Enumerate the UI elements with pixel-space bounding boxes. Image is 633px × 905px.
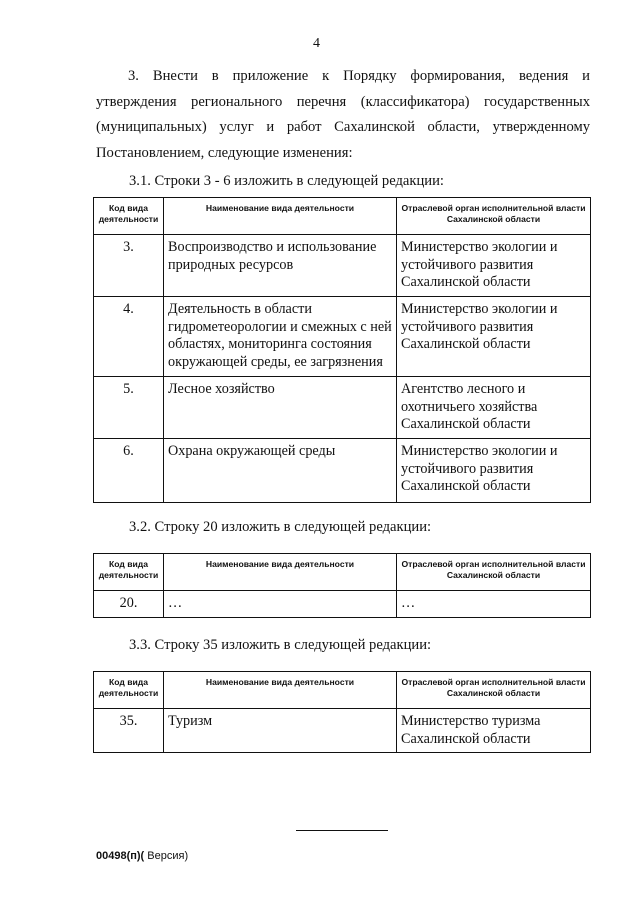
row-code: 35. (94, 709, 164, 753)
section-title-3-1: 3.1. Строки 3 - 6 изложить в следующей редакции: (129, 173, 444, 189)
row-authority: Министерство экологии и устойчивого развития Сахалинской области (397, 439, 591, 503)
table-section-3-2 (93, 553, 591, 618)
table-section-3-3 (93, 671, 591, 753)
row-code: 5. (94, 377, 164, 439)
header-name: Наименование вида деятельности (164, 198, 397, 235)
signature-divider (296, 830, 388, 831)
header-code: Код вида деятельности (94, 554, 164, 591)
table-row (94, 439, 591, 503)
row-name: Лесное хозяйство (164, 377, 397, 439)
table-row (94, 235, 591, 297)
row-name: … (164, 591, 397, 618)
header-name: Наименование вида деятельности (164, 672, 397, 709)
row-name: Туризм (164, 709, 397, 753)
row-authority: Министерство экологии и устойчивого развития Сахалинской области (397, 235, 591, 297)
header-code: Код вида деятельности (94, 672, 164, 709)
table-row (94, 297, 591, 377)
page-number: 4 (313, 36, 320, 51)
table-row (94, 377, 591, 439)
row-authority: Министерство экологии и устойчивого развития Сахалинской области (397, 297, 591, 377)
document-code (96, 850, 188, 862)
intro-paragraph: 3. Внести в приложение к Порядку формирования, ведения и утверждения регионального перечня (классификатора) государственных (муниципальных) услуг и работ Сахалинской области, утвержденному Постановлением, следующие изменения: (96, 68, 590, 161)
header-code: Код вида деятельности (94, 198, 164, 235)
row-code: 4. (94, 297, 164, 377)
row-code: 3. (94, 235, 164, 297)
row-name: Охрана окружающей среды (164, 439, 397, 503)
section-title-3-3: 3.3. Строку 35 изложить в следующей редакции: (129, 637, 432, 653)
document-version: Версия) (144, 850, 189, 862)
table-row (94, 591, 591, 618)
row-authority: Агентство лесного и охотничьего хозяйства Сахалинской области (397, 377, 591, 439)
row-name: Воспроизводство и использование природных ресурсов (164, 235, 397, 297)
table-section-3-1 (93, 197, 591, 503)
header-authority: Отраслевой орган исполнительной власти Сахалинской области (397, 672, 591, 709)
row-code: 20. (94, 591, 164, 618)
header-name: Наименование вида деятельности (164, 554, 397, 591)
row-name: Деятельность в области гидрометеорологии и смежных с ней областях, мониторинга состояния окружающей среды, ее загрязнения (164, 297, 397, 377)
row-authority: Министерство туризма Сахалинской области (397, 709, 591, 753)
row-code: 6. (94, 439, 164, 503)
row-authority: … (397, 591, 591, 618)
table-row (94, 709, 591, 753)
document-code-number: 00498(п)( (96, 850, 145, 862)
header-authority: Отраслевой орган исполнительной власти Сахалинской области (397, 554, 591, 591)
section-title-3-2: 3.2. Строку 20 изложить в следующей редакции: (129, 519, 432, 535)
header-authority: Отраслевой орган исполнительной власти Сахалинской области (397, 198, 591, 235)
